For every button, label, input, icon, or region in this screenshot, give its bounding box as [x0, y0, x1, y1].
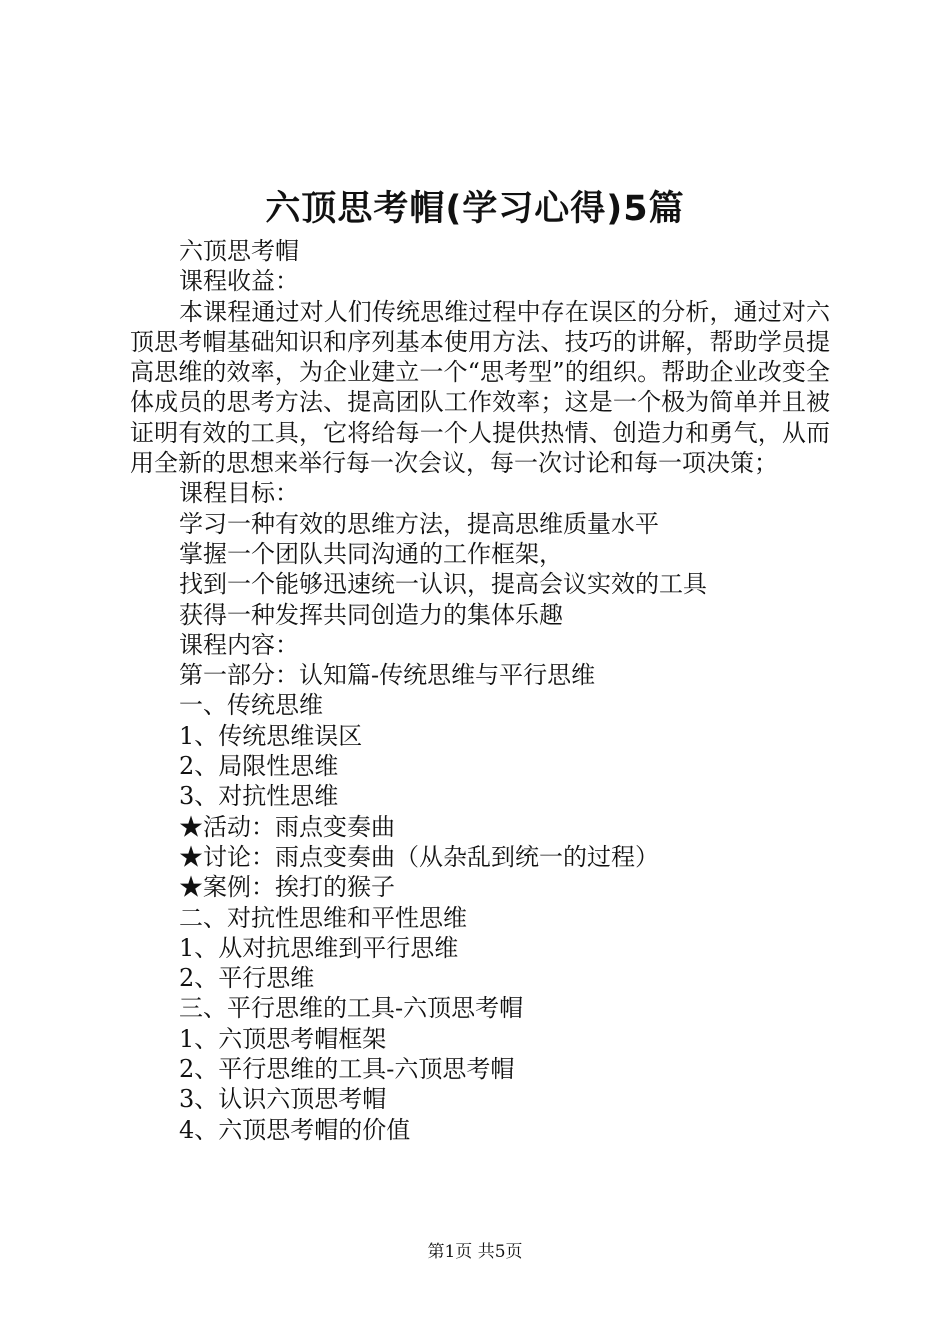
text-line: 第一部分：认知篇-传统思维与平行思维 [179, 661, 596, 690]
text-line: 2、平行思维 [179, 964, 315, 993]
text-line: 六顶思考帽 [179, 237, 299, 265]
text-line: 三、平行思维的工具-六顶思考帽 [179, 994, 524, 1023]
text-line: 学习一种有效的思维方法，提高思维质量水平 [179, 509, 659, 538]
text-line: 1、传统思维误区 [179, 721, 363, 750]
text-line: 2、局限性思维 [179, 752, 339, 781]
text-line: 3、认识六顶思考帽 [179, 1085, 387, 1114]
text-line: ★活动：雨点变奏曲 [179, 812, 395, 841]
text-line: 2、平行思维的工具-六顶思考帽 [179, 1055, 515, 1084]
text-line: 1、从对抗思维到平行思维 [179, 933, 459, 962]
text-line: 课程收益： [179, 267, 299, 296]
text-line: 4、六顶思考帽的价值 [179, 1115, 411, 1144]
page-number-footer: 第1页 共5页 [427, 1242, 523, 1262]
text-line: 掌握一个团队共同沟通的工作框架， [179, 539, 563, 568]
document-body [130, 236, 830, 1145]
text-line: 课程目标： [179, 479, 299, 508]
text-line: ★讨论：雨点变奏曲（从杂乱到统一的过程） [179, 842, 659, 871]
text-line: 获得一种发挥共同创造力的集体乐趣 [179, 600, 563, 629]
text-line: 找到一个能够迅速统一认识，提高会议实效的工具 [179, 570, 707, 599]
document-title: 六顶思考帽(学习心得)5篇 [265, 189, 685, 229]
text-line: 二、对抗性思维和平性思维 [179, 903, 467, 932]
text-line: ★案例：挨打的猴子 [179, 873, 395, 902]
text-line: 课程内容： [179, 630, 299, 659]
text-line: 一、传统思维 [179, 691, 323, 720]
text-line: 1、六顶思考帽框架 [179, 1024, 387, 1053]
text-line: 3、对抗性思维 [179, 782, 339, 811]
course-benefit-paragraph: 本课程通过对人们传统思维过程中存在误区的分析，通过对六顶思考帽基础知识和序列基本使用方法、技巧的讲解，帮助学员提高思维的效率，为企业建立一个“思考型”的组织。帮助企业改变全体成员的思考方法、提高团队工作效率；这是一个极为简单并且被证明有效的工具，它将给每一个人提供热情、创造力和勇气，从而用全新的思想来举行每一次会议，每一次讨论和每一项决策； [130, 297, 830, 478]
